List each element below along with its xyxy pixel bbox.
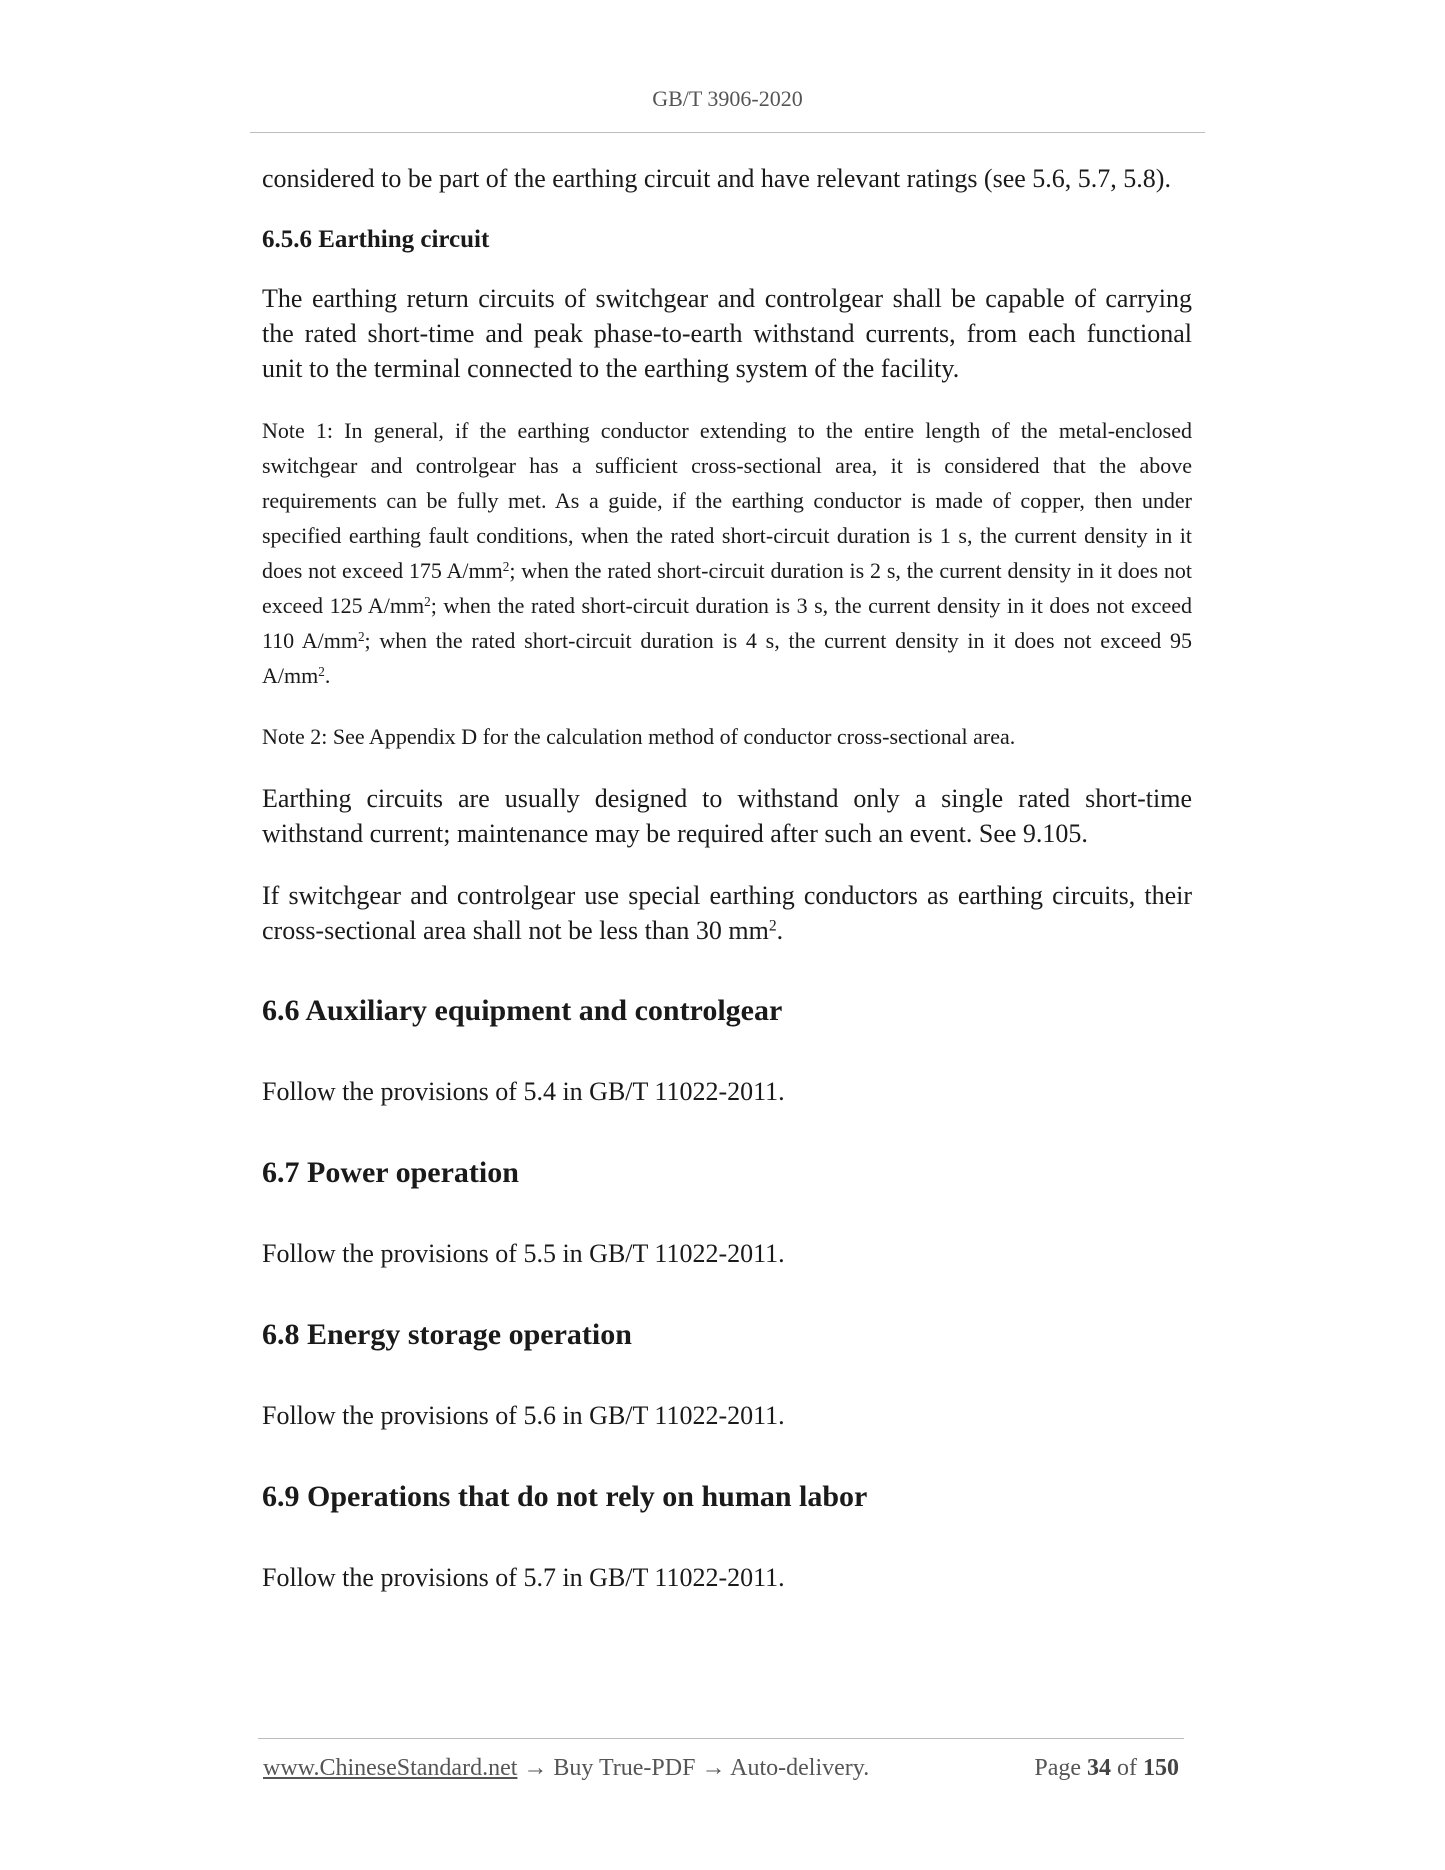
superscript: 2 [502, 558, 510, 574]
page-header: GB/T 3906-2020 [652, 86, 803, 111]
section-6-8-text: Follow the provisions of 5.6 in GB/T 11022-2011. [262, 1401, 785, 1430]
buy-pdf-text: Buy True-PDF [553, 1755, 696, 1781]
of-label: of [1117, 1755, 1137, 1781]
superscript: 2 [424, 593, 431, 609]
note-1-part-d: ; when the rated short-circuit duration is 4 s, the current density in it does not exceed 95 A/mm [262, 628, 1193, 688]
note-2: Note 2: See Appendix D for the calculation method of conductor cross-sectional area. [262, 724, 1016, 749]
page-label: Page [1034, 1755, 1081, 1781]
arrow-right-icon: → [523, 1755, 548, 1781]
page-current: 34 [1087, 1755, 1111, 1781]
note-1-part-e: . [324, 663, 331, 688]
conductor-area-text: If switchgear and controlgear use special earthing conductors as earthing circuits, their cross-sectional area shall not be less than 30 mm [262, 881, 1192, 945]
section-6-6-text: Follow the provisions of 5.4 in GB/T 11022-2011. [262, 1077, 785, 1106]
section-6-9-text: Follow the provisions of 5.7 in GB/T 11022-2011. [262, 1563, 785, 1592]
note-1-part-b: ; when the rated short-circuit duration is 2 s, the current density in it does not exceed 125 A/mm [262, 558, 1192, 618]
arrow-right-icon: → [701, 1755, 726, 1781]
earthing-withstand-paragraph: Earthing circuits are usually designed to withstand only a single rated short-time withstand current; maintenance may be required after such an event. See 9.105. [262, 784, 1192, 848]
header-divider [250, 132, 1205, 133]
section-heading-6-7: 6.7 Power operation [262, 1156, 519, 1189]
section-6-7-text: Follow the provisions of 5.5 in GB/T 11022-2011. [262, 1239, 785, 1268]
section-heading-6-6: 6.6 Auxiliary equipment and controlgear [262, 994, 783, 1027]
note-1 [262, 413, 1192, 693]
superscript: 2 [768, 917, 777, 935]
footer-left [263, 1755, 869, 1782]
note-1-part-c: ; when the rated short-circuit duration is 3 s, the current density in it does not exceed 110 A/mm [262, 593, 1192, 653]
section-heading-6-9: 6.9 Operations that do not rely on human labor [262, 1480, 868, 1513]
superscript: 2 [318, 663, 325, 679]
footer-divider [258, 1738, 1184, 1739]
page-indicator [1034, 1755, 1179, 1782]
website-link[interactable]: www.ChineseStandard.net [263, 1755, 518, 1781]
subsection-heading-6-5-6: 6.5.6 Earthing circuit [262, 226, 490, 253]
earthing-circuit-paragraph: The earthing return circuits of switchgear and controlgear shall be capable of carrying the rated short-time and peak phase-to-earth withstand currents, from each functional unit to the terminal connected to the earthing system of the facility. [262, 284, 1192, 383]
superscript: 2 [357, 628, 365, 644]
page-total: 150 [1143, 1755, 1179, 1781]
conductor-area-period: . [776, 916, 784, 945]
conductor-area-paragraph [262, 878, 1192, 948]
continued-paragraph: considered to be part of the earthing circuit and have relevant ratings (see 5.6, 5.7, 5.8). [262, 164, 1171, 193]
auto-delivery-text: Auto-delivery. [730, 1755, 870, 1781]
section-heading-6-8: 6.8 Energy storage operation [262, 1318, 632, 1351]
note-1-part-a: Note 1: In general, if the earthing conductor extending to the entire length of the metal-enclosed switchgear and controlgear has a sufficient cross-sectional area, it is considered that the above requirements can be fully met. As a guide, if the earthing conductor is made of copper, then under specified earthing fault conditions, when the rated short-circuit duration is 1 s, the current density in it does not exceed 175 A/mm [262, 418, 1192, 583]
